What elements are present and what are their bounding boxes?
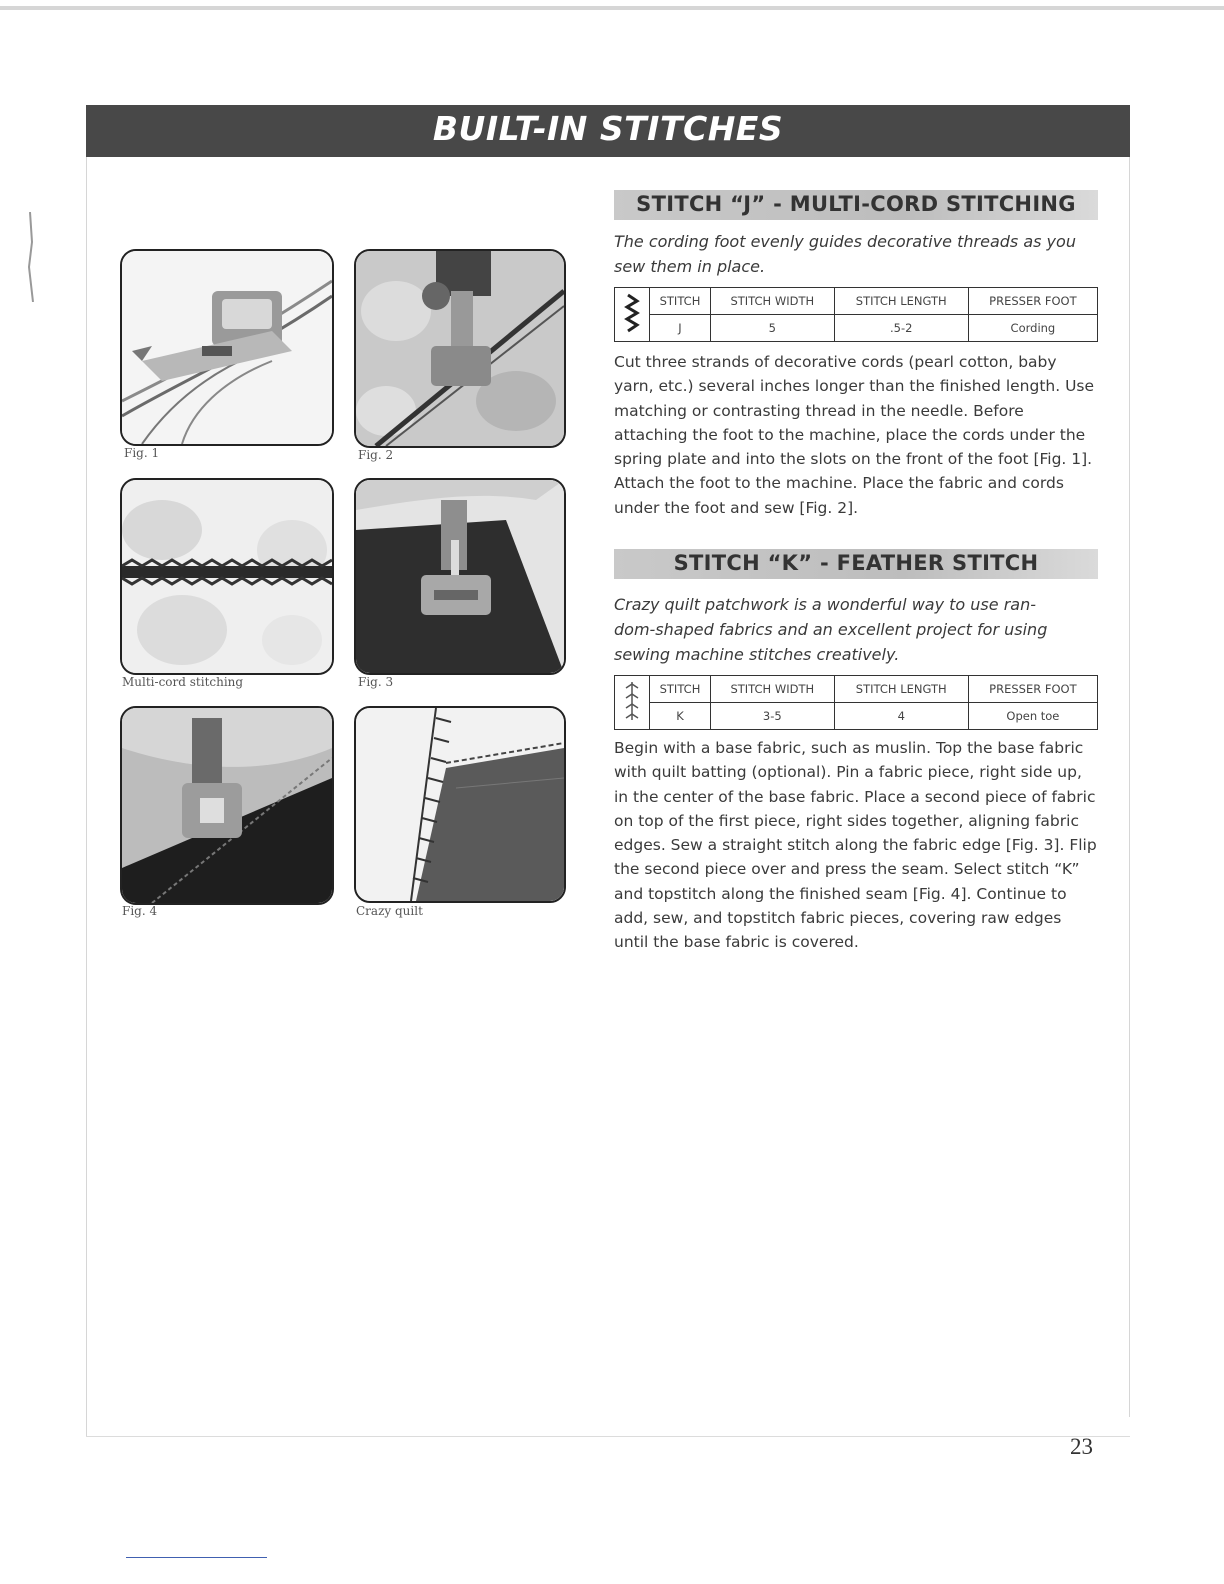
binding-mark: [26, 212, 36, 302]
top-edge-rule: [0, 6, 1224, 10]
section-intro: Crazy quilt patchwork is a wonderful way to use ran- dom-shaped fabrics and an excellent project for using sewing machine stitches creatively.: [614, 595, 1048, 664]
value-stitch-width: 5: [710, 315, 834, 342]
value-presser-foot: Cording: [968, 315, 1097, 342]
value-stitch-width: 3-5: [710, 703, 834, 730]
section-heading-stitch-j: [614, 190, 1098, 220]
header-stitch: STITCH: [650, 288, 711, 315]
crazy-quilt-sample-photo: [354, 706, 566, 903]
figure-caption: Fig. 2: [358, 448, 394, 462]
header-stitch-length: STITCH LENGTH: [834, 676, 968, 703]
title-banner: [86, 105, 1130, 157]
value-stitch: K: [650, 703, 711, 730]
section-intro: The cording foot evenly guides decorative threads as you sew them in place.: [614, 232, 1076, 276]
feather-stitch-icon: [615, 676, 650, 730]
section-body: Begin with a base fabric, such as muslin. Top the base fabric with quilt batting (optional). Pin a fabric piece, right side up, in the center of the base fabric. Place a second piece of fabric on top of the first piece, right sides together, aligning fabric edges. Sew a straight stitch along the fabric edge [Fig. 3]. Flip the second piece over and press the seam. Select stitch “K” and topstitch along the finished seam [Fig. 4]. Continue to add, sew, and topstitch fabric pieces, covering raw edges until the base fabric is covered.: [614, 739, 1097, 952]
figure-caption: Multi-cord stitching: [122, 675, 244, 689]
stitch-settings-table: [614, 675, 1098, 730]
header-presser-foot: PRESSER FOOT: [968, 288, 1097, 315]
header-stitch-length: STITCH LENGTH: [834, 288, 968, 315]
topstitch-photo: [120, 706, 334, 905]
value-stitch-length: 4: [834, 703, 968, 730]
section-body: Cut three strands of decorative cords (pearl cotton, baby yarn, etc.) several inches longer than the finished length. Use matching or contrasting thread in the needle. Before attaching the foot to the machine, place the cords under the spring plate and into the slots on the front of the foot [Fig. 1]. Attach the foot to the machine. Place the fabric and cords under the foot and sew [Fig. 2].: [614, 353, 1095, 517]
header-stitch: STITCH: [650, 676, 711, 703]
header-stitch-width: STITCH WIDTH: [710, 676, 834, 703]
section-heading-text: STITCH “J” - MULTI-CORD STITCHING: [636, 192, 1076, 216]
figure-caption: Crazy quilt: [356, 904, 423, 918]
value-stitch: J: [650, 315, 711, 342]
sewing-cords-photo: [354, 249, 566, 448]
header-stitch-width: STITCH WIDTH: [710, 288, 834, 315]
figure-caption: Fig. 4: [122, 904, 158, 918]
straight-stitch-fabric-photo: [354, 478, 566, 675]
value-stitch-length: .5-2: [834, 315, 968, 342]
value-presser-foot: Open toe: [968, 703, 1097, 730]
cording-foot-photo: [120, 249, 334, 446]
footer-underline: [126, 1557, 267, 1558]
multi-cord-sample-photo: [120, 478, 334, 675]
section-heading-stitch-k: [614, 549, 1098, 579]
header-presser-foot: PRESSER FOOT: [968, 676, 1097, 703]
zigzag-stitch-icon: [615, 288, 650, 342]
page-title: BUILT-IN STITCHES: [432, 109, 784, 148]
frame-right-line: [1129, 157, 1130, 1417]
section-heading-text: STITCH “K” - FEATHER STITCH: [673, 551, 1039, 575]
page-number: 23: [1070, 1434, 1093, 1459]
frame-bottom-line: [86, 1436, 1130, 1437]
stitch-settings-table: [614, 287, 1098, 342]
figure-caption: Fig. 1: [124, 446, 160, 460]
figure-caption: Fig. 3: [358, 675, 394, 689]
frame-left-line: [86, 157, 87, 1437]
